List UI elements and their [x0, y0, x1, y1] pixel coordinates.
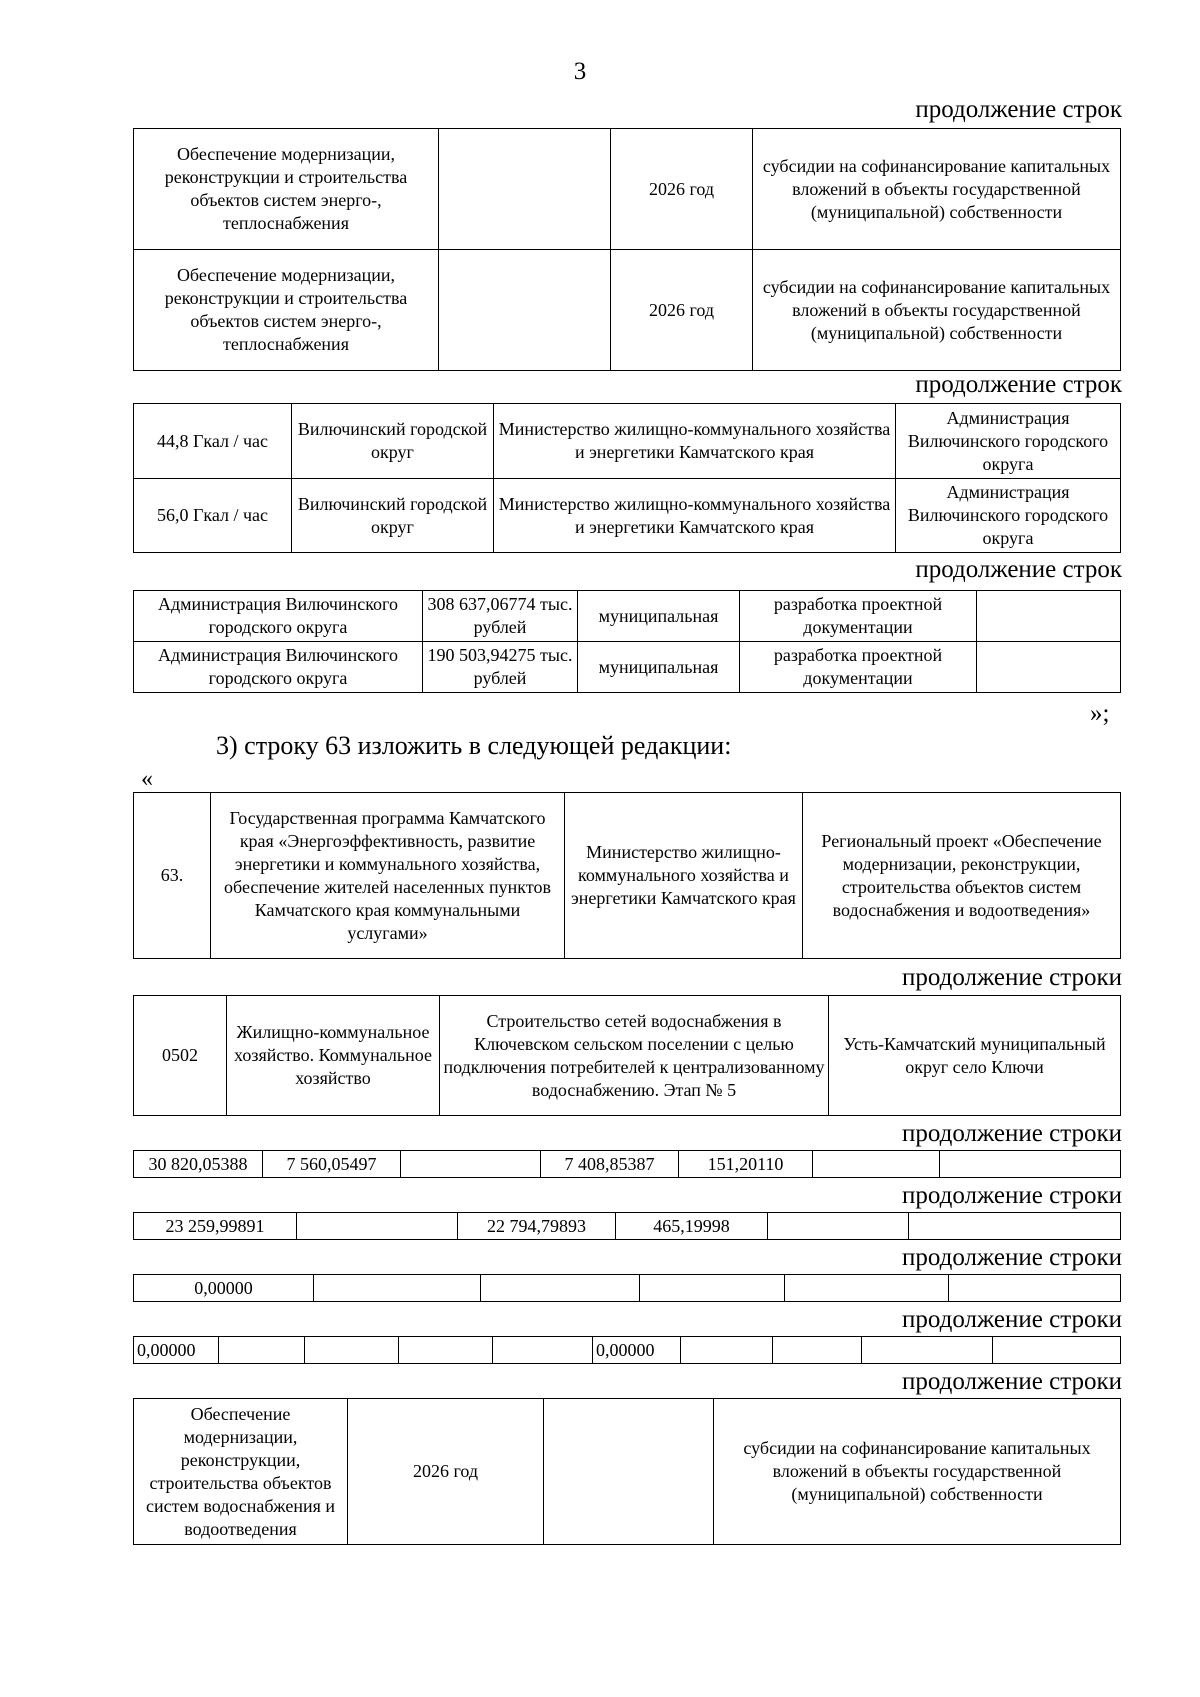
value-cell: 7 560,05497: [263, 1151, 401, 1178]
project-cell: Региональный проект «Обеспечение модернизации, реконструкции, строительства объектов систем водоснабжения и водоотведения»: [803, 793, 1121, 959]
continuation-label: продолжение строки: [901, 1368, 1122, 1395]
ministry-cell: Министерство жилищно-коммунального хозяйства и энергетики Камчатского края: [565, 793, 803, 959]
value-cell: [314, 1275, 481, 1302]
table-10-continuation: [133, 1398, 1121, 1545]
value-cell: [909, 1213, 1121, 1240]
value-cell: [297, 1213, 458, 1240]
table-9-continuation: [133, 1336, 1121, 1364]
continuation-label: продолжение строк: [915, 96, 1122, 123]
table-row: [134, 1399, 1121, 1545]
value-cell: [481, 1275, 640, 1302]
object-name-cell: Обеспечение модернизации, реконструкции, строительства объектов систем водоснабжения и водоотведения: [134, 1399, 348, 1545]
admin-cell: Администрация Вилючинского городского округа: [134, 591, 423, 642]
continuation-label: продолжение строки: [901, 1182, 1122, 1209]
admin-cell: Администрация Вилючинского городского округа: [896, 404, 1121, 479]
value-cell: [773, 1337, 862, 1364]
amendment-paragraph: 3) строку 63 изложить в следующей редакции:: [216, 731, 732, 760]
row-number-cell: 63.: [134, 793, 211, 959]
value-cell: [305, 1337, 399, 1364]
empty-cell: [439, 250, 611, 371]
cost-cell: 308 637,06774 тыс. рублей: [423, 591, 578, 642]
value-cell: 151,20110: [679, 1151, 813, 1178]
place-cell: Вилючинский городской округ: [292, 479, 494, 553]
object-name-cell: Обеспечение модернизации, реконструкции и строительства объектов систем энерго-, теплоснабжения: [134, 250, 439, 371]
ownership-cell: муниципальная: [578, 591, 740, 642]
empty-cell: [977, 591, 1121, 642]
closing-quote: »;: [1090, 700, 1110, 727]
continuation-label: продолжение строки: [901, 1244, 1122, 1271]
empty-cell: [977, 642, 1121, 693]
value-cell: [768, 1213, 909, 1240]
value-cell: 0,00000: [593, 1337, 681, 1364]
value-cell: [401, 1151, 541, 1178]
value-cell: [813, 1151, 940, 1178]
admin-cell: Администрация Вилючинского городского округа: [896, 479, 1121, 553]
page-number: 3: [573, 58, 587, 85]
capacity-cell: 44,8 Гкал / час: [134, 404, 292, 479]
funding-type-cell: субсидии на софинансирование капитальных вложений в объекты государственной (муниципальной) собственности: [714, 1399, 1121, 1545]
continuation-label: продолжение строки: [901, 1306, 1122, 1333]
object-name-cell: Обеспечение модернизации, реконструкции и строительства объектов систем энерго-, теплоснабжения: [134, 129, 439, 250]
table-row: [134, 1151, 1121, 1178]
table-6-continuation: [133, 1150, 1121, 1178]
value-cell: 0,00000: [134, 1337, 219, 1364]
ministry-cell: Министерство жилищно-коммунального хозяйства и энергетики Камчатского края: [494, 404, 896, 479]
empty-cell: [439, 129, 611, 250]
cost-cell: 190 503,94275 тыс. рублей: [423, 642, 578, 693]
table-row: [134, 250, 1121, 371]
table-row: [134, 404, 1121, 479]
value-cell: [219, 1337, 305, 1364]
table-4-row-63: [133, 792, 1121, 959]
value-cell: [862, 1337, 993, 1364]
table-8-continuation: [133, 1274, 1121, 1302]
value-cell: [681, 1337, 773, 1364]
continuation-label: продолжение строк: [915, 371, 1122, 398]
table-row: [134, 793, 1121, 959]
table-row: [134, 642, 1121, 693]
location-cell: Усть-Камчатский муниципальный округ село Ключи: [829, 996, 1121, 1116]
table-row: [134, 1275, 1121, 1302]
value-cell: [940, 1151, 1121, 1178]
empty-cell: [544, 1399, 714, 1545]
value-cell: 465,19998: [616, 1213, 768, 1240]
ministry-cell: Министерство жилищно-коммунального хозяйства и энергетики Камчатского края: [494, 479, 896, 553]
value-cell: [399, 1337, 493, 1364]
table-row: [134, 479, 1121, 553]
continuation-label: продолжение строки: [901, 1120, 1122, 1147]
program-cell: Государственная программа Камчатского края «Энергоэффективность, развитие энергетики и коммунального хозяйства, обеспечение жителей населенных пунктов Камчатского края коммунальными услугами»: [211, 793, 565, 959]
code-cell: 0502: [134, 996, 227, 1116]
opening-quote: «: [141, 766, 153, 792]
table-7-continuation: [133, 1212, 1121, 1240]
table-1-continuation: [133, 128, 1121, 371]
object-cell: Строительство сетей водоснабжения в Ключевском сельском поселении с целью подключения потребителей к централизованному водоснабжению. Этап № 5: [440, 996, 829, 1116]
funding-type-cell: субсидии на софинансирование капитальных вложений в объекты государственной (муниципальной) собственности: [753, 250, 1121, 371]
place-cell: Вилючинский городской округ: [292, 404, 494, 479]
table-3-continuation: [133, 590, 1121, 693]
value-cell: 30 820,05388: [134, 1151, 263, 1178]
value-cell: 0,00000: [134, 1275, 314, 1302]
value-cell: 23 259,99891: [134, 1213, 297, 1240]
value-cell: [640, 1275, 785, 1302]
table-row: [134, 129, 1121, 250]
year-cell: 2026 год: [611, 129, 753, 250]
value-cell: [949, 1275, 1121, 1302]
value-cell: 22 794,79893: [458, 1213, 616, 1240]
capacity-cell: 56,0 Гкал / час: [134, 479, 292, 553]
table-5-continuation: [133, 995, 1121, 1116]
work-type-cell: разработка проектной документации: [740, 642, 977, 693]
value-cell: [993, 1337, 1121, 1364]
value-cell: [785, 1275, 949, 1302]
table-2-continuation: [133, 403, 1121, 553]
admin-cell: Администрация Вилючинского городского округа: [134, 642, 423, 693]
table-row: [134, 996, 1121, 1116]
work-type-cell: разработка проектной документации: [740, 591, 977, 642]
value-cell: [493, 1337, 593, 1364]
year-cell: 2026 год: [348, 1399, 544, 1545]
ownership-cell: муниципальная: [578, 642, 740, 693]
funding-type-cell: субсидии на софинансирование капитальных вложений в объекты государственной (муниципальной) собственности: [753, 129, 1121, 250]
year-cell: 2026 год: [611, 250, 753, 371]
value-cell: 7 408,85387: [541, 1151, 679, 1178]
table-row: [134, 1337, 1121, 1364]
table-row: [134, 591, 1121, 642]
sector-cell: Жилищно-коммунальное хозяйство. Коммунальное хозяйство: [227, 996, 440, 1116]
continuation-label: продолжение строки: [901, 964, 1122, 991]
table-row: [134, 1213, 1121, 1240]
continuation-label: продолжение строк: [915, 556, 1122, 583]
